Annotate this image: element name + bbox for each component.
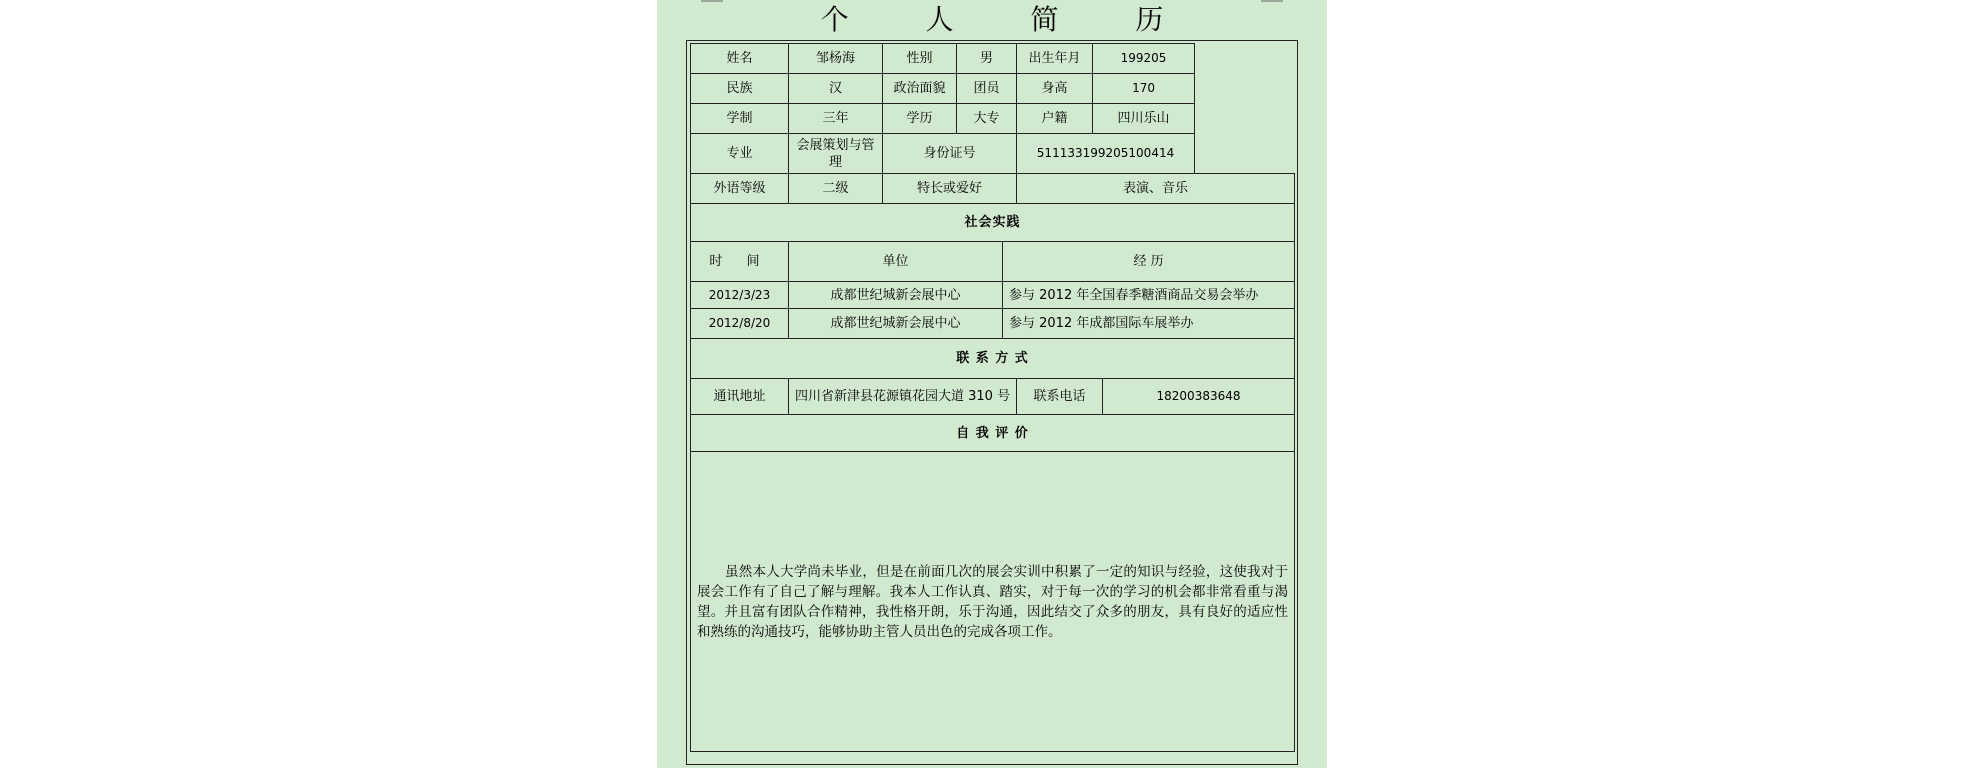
address-value: 四川省新津县花源镇花园大道 310 号: [789, 379, 1017, 415]
birth-value: 199205: [1093, 44, 1195, 74]
gender-value: 男: [957, 44, 1017, 74]
practice-experience: 参与 2012 年成都国际车展举办: [1003, 309, 1295, 339]
practice-header-time: 时 间: [691, 242, 789, 282]
language-value: 二级: [789, 174, 883, 204]
major-value: 会展策划与管理: [789, 134, 883, 174]
ethnicity-label: 民族: [691, 74, 789, 104]
major-label: 专业: [691, 134, 789, 174]
practice-header-experience: 经 历: [1003, 242, 1295, 282]
table-row: [691, 379, 1295, 415]
table-row: [691, 339, 1295, 379]
table-row: [691, 44, 1295, 74]
resume-table: [690, 43, 1295, 752]
document-title: 个 人 简 历: [820, 3, 1198, 36]
language-label: 外语等级: [691, 174, 789, 204]
name-value: 邹杨海: [789, 44, 883, 74]
resume-page: [657, 0, 1327, 768]
photo-area: [1195, 44, 1295, 174]
education-label: 学历: [883, 104, 957, 134]
self-evaluation-text: 虽然本人大学尚未毕业，但是在前面几次的展会实训中积累了一定的知识与经验，这使我对于展会工作有了自己了解与理解。我本人工作认真、踏实，对于每一次的学习的机会都非常看重与渴望。并且富有团队合作精神，我性格开朗，乐于沟通，因此结交了众多的朋友，具有良好的适应性和熟练的沟通技巧，能够协助主管人员出色的完成各项工作。: [697, 564, 1289, 640]
practice-unit: 成都世纪城新会展中心: [789, 309, 1003, 339]
practice-date: 2012/3/23: [691, 282, 789, 309]
schooling-label: 学制: [691, 104, 789, 134]
ethnicity-value: 汉: [789, 74, 883, 104]
hobby-label: 特长或爱好: [883, 174, 1017, 204]
practice-experience: 参与 2012 年全国春季糖酒商品交易会举办: [1003, 282, 1295, 309]
contact-heading: 联 系 方 式: [691, 339, 1295, 379]
birth-label: 出生年月: [1017, 44, 1093, 74]
table-row: [691, 242, 1295, 282]
hukou-value: 四川乐山: [1093, 104, 1195, 134]
phone-value: 18200383648: [1103, 379, 1295, 415]
phone-label: 联系电话: [1017, 379, 1103, 415]
schooling-value: 三年: [789, 104, 883, 134]
id-value: 511133199205100414: [1017, 134, 1195, 174]
political-label: 政治面貌: [883, 74, 957, 104]
hukou-label: 户籍: [1017, 104, 1093, 134]
self-evaluation-heading: 自 我 评 价: [691, 415, 1295, 452]
table-row: [691, 415, 1295, 452]
education-value: 大专: [957, 104, 1017, 134]
social-practice-heading: 社会实践: [691, 204, 1295, 242]
name-label: 姓名: [691, 44, 789, 74]
political-value: 团员: [957, 74, 1017, 104]
practice-date: 2012/8/20: [691, 309, 789, 339]
hobby-value: 表演、音乐: [1017, 174, 1295, 204]
table-row: [691, 174, 1295, 204]
practice-header-unit: 单位: [789, 242, 1003, 282]
table-row: [691, 452, 1295, 752]
height-value: 170: [1093, 74, 1195, 104]
gender-label: 性别: [883, 44, 957, 74]
table-row: [691, 282, 1295, 309]
id-label: 身份证号: [883, 134, 1017, 174]
table-row: [691, 204, 1295, 242]
practice-unit: 成都世纪城新会展中心: [789, 282, 1003, 309]
self-evaluation-cell: [691, 452, 1295, 752]
address-label: 通讯地址: [691, 379, 789, 415]
table-row: [691, 309, 1295, 339]
height-label: 身高: [1017, 74, 1093, 104]
